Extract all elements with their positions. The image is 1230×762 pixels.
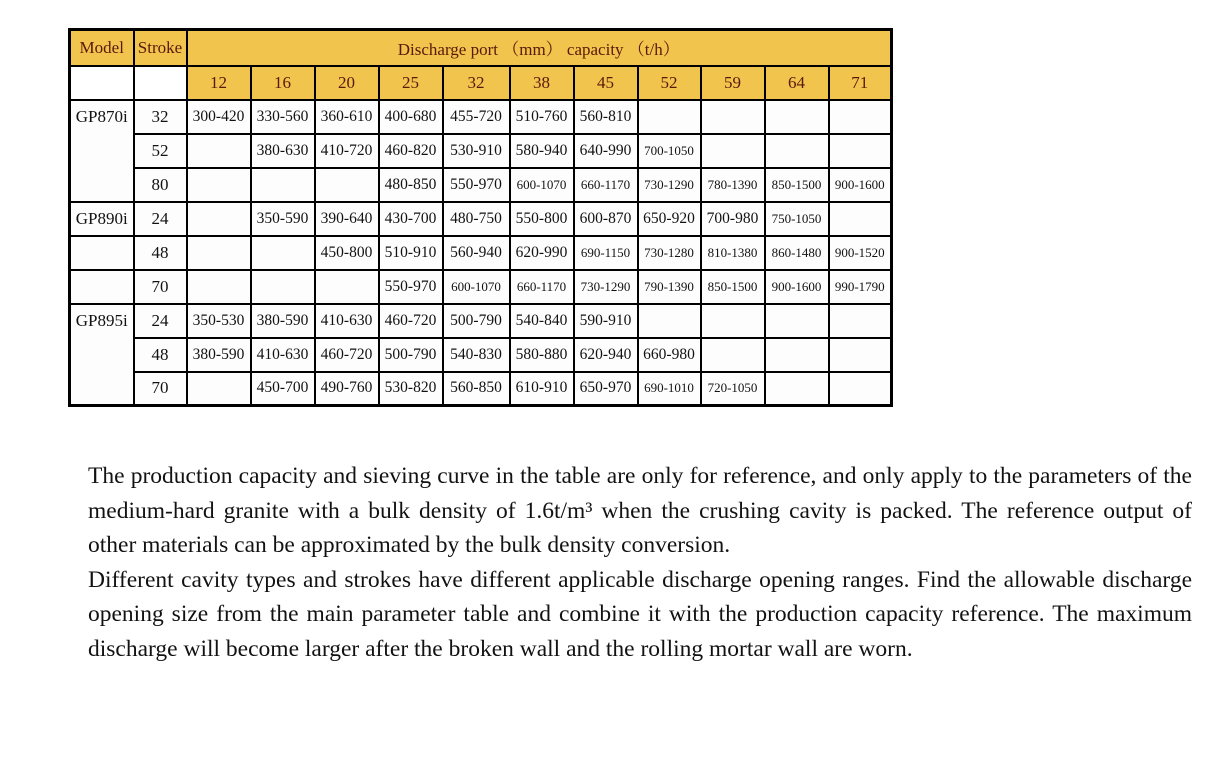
model-cell — [70, 236, 134, 270]
model-cell: GP890i — [70, 202, 134, 236]
capacity-cell: 380-630 — [251, 134, 315, 168]
capacity-cell — [765, 100, 829, 134]
capacity-cell: 500-790 — [443, 304, 510, 338]
table-row — [70, 134, 892, 168]
capacity-cell: 510-910 — [379, 236, 443, 270]
port-header-cell: 25 — [379, 66, 443, 100]
capacity-cell: 850-1500 — [765, 168, 829, 202]
capacity-cell: 480-750 — [443, 202, 510, 236]
capacity-cell: 560-810 — [574, 100, 638, 134]
table-row — [70, 372, 892, 406]
discharge-capacity-header: Discharge port （mm） capacity （t/h） — [187, 30, 892, 66]
stroke-cell: 80 — [134, 168, 187, 202]
capacity-cell: 900-1600 — [829, 168, 892, 202]
capacity-cell — [701, 100, 765, 134]
model-cell: GP870i — [70, 100, 134, 202]
capacity-cell — [829, 338, 892, 372]
stroke-cell: 52 — [134, 134, 187, 168]
capacity-cell: 660-1170 — [510, 270, 574, 304]
capacity-cell — [701, 134, 765, 168]
capacity-cell — [765, 134, 829, 168]
model-cell: GP895i — [70, 304, 134, 406]
capacity-cell: 750-1050 — [765, 202, 829, 236]
stroke-cell: 32 — [134, 100, 187, 134]
capacity-cell: 620-940 — [574, 338, 638, 372]
capacity-cell: 540-830 — [443, 338, 510, 372]
capacity-cell — [701, 304, 765, 338]
capacity-cell: 720-1050 — [701, 372, 765, 406]
capacity-cell: 580-940 — [510, 134, 574, 168]
blank-header-cell — [70, 66, 134, 100]
capacity-cell: 560-940 — [443, 236, 510, 270]
capacity-cell — [829, 134, 892, 168]
capacity-cell: 350-590 — [251, 202, 315, 236]
table-row — [70, 100, 892, 134]
note-paragraph-2: Different cavity types and strokes have different applicable discharge opening ranges. Find the allowable discharge opening size from the main parameter table and combine it with the production capacity reference. The maximum discharge will become larger after the broken wall and the rolling mortar wall are worn. — [88, 566, 1192, 662]
capacity-cell — [187, 134, 251, 168]
capacity-cell — [765, 304, 829, 338]
capacity-cell: 810-1380 — [701, 236, 765, 270]
stroke-cell: 24 — [134, 202, 187, 236]
capacity-cell — [251, 236, 315, 270]
capacity-cell — [187, 372, 251, 406]
stroke-cell: 48 — [134, 236, 187, 270]
capacity-cell: 900-1520 — [829, 236, 892, 270]
capacity-cell — [765, 372, 829, 406]
capacity-cell: 780-1390 — [701, 168, 765, 202]
model-cell — [70, 270, 134, 304]
capacity-cell: 530-910 — [443, 134, 510, 168]
capacity-cell: 610-910 — [510, 372, 574, 406]
capacity-cell — [701, 338, 765, 372]
port-header-cell: 20 — [315, 66, 379, 100]
capacity-cell: 460-720 — [315, 338, 379, 372]
port-header-cell: 59 — [701, 66, 765, 100]
capacity-cell — [765, 338, 829, 372]
capacity-cell: 620-990 — [510, 236, 574, 270]
capacity-cell: 360-610 — [315, 100, 379, 134]
capacity-cell: 450-700 — [251, 372, 315, 406]
capacity-cell: 410-630 — [251, 338, 315, 372]
capacity-cell: 550-800 — [510, 202, 574, 236]
table-row — [70, 202, 892, 236]
capacity-cell: 600-1070 — [443, 270, 510, 304]
port-header-cell: 45 — [574, 66, 638, 100]
capacity-cell: 690-1010 — [638, 372, 701, 406]
capacity-cell: 850-1500 — [701, 270, 765, 304]
capacity-cell — [187, 168, 251, 202]
capacity-cell: 540-840 — [510, 304, 574, 338]
table-row — [70, 338, 892, 372]
port-header-cell: 38 — [510, 66, 574, 100]
capacity-cell: 560-850 — [443, 372, 510, 406]
port-header-cell: 64 — [765, 66, 829, 100]
capacity-cell: 380-590 — [187, 338, 251, 372]
capacity-cell — [829, 202, 892, 236]
capacity-cell: 480-850 — [379, 168, 443, 202]
table-row — [70, 304, 892, 338]
capacity-table-body — [70, 100, 892, 406]
blank-header-cell — [134, 66, 187, 100]
capacity-cell: 730-1290 — [574, 270, 638, 304]
capacity-cell: 650-970 — [574, 372, 638, 406]
capacity-cell: 700-980 — [701, 202, 765, 236]
capacity-cell: 690-1150 — [574, 236, 638, 270]
table-row — [70, 270, 892, 304]
table-header-row-1 — [70, 30, 892, 66]
capacity-cell — [251, 270, 315, 304]
capacity-cell — [315, 168, 379, 202]
stroke-cell: 70 — [134, 270, 187, 304]
stroke-cell: 48 — [134, 338, 187, 372]
capacity-cell: 730-1290 — [638, 168, 701, 202]
capacity-cell: 860-1480 — [765, 236, 829, 270]
port-header-cell: 16 — [251, 66, 315, 100]
capacity-cell: 450-800 — [315, 236, 379, 270]
table-row — [70, 168, 892, 202]
capacity-cell: 300-420 — [187, 100, 251, 134]
capacity-cell — [829, 372, 892, 406]
capacity-cell — [638, 100, 701, 134]
capacity-cell: 460-820 — [379, 134, 443, 168]
capacity-cell: 790-1390 — [638, 270, 701, 304]
capacity-cell: 380-590 — [251, 304, 315, 338]
capacity-cell: 530-820 — [379, 372, 443, 406]
capacity-cell: 490-760 — [315, 372, 379, 406]
capacity-cell: 900-1600 — [765, 270, 829, 304]
note-paragraph-1: The production capacity and sieving curve in the table are only for reference, and only apply to the parameters of the medium-hard granite with a bulk density of 1.6t/m³ when the crushing cavity is packed. The reference output of other materials can be approximated by the bulk density conversion. — [88, 463, 1192, 558]
capacity-cell: 730-1280 — [638, 236, 701, 270]
capacity-cell: 640-990 — [574, 134, 638, 168]
capacity-cell: 660-1170 — [574, 168, 638, 202]
capacity-cell: 330-560 — [251, 100, 315, 134]
capacity-cell: 700-1050 — [638, 134, 701, 168]
capacity-cell: 410-720 — [315, 134, 379, 168]
capacity-cell: 550-970 — [379, 270, 443, 304]
port-header-cell: 71 — [829, 66, 892, 100]
capacity-cell: 990-1790 — [829, 270, 892, 304]
capacity-cell: 600-870 — [574, 202, 638, 236]
capacity-cell: 455-720 — [443, 100, 510, 134]
table-row — [70, 236, 892, 270]
capacity-cell: 600-1070 — [510, 168, 574, 202]
port-header-cell: 12 — [187, 66, 251, 100]
port-header-cell: 52 — [638, 66, 701, 100]
capacity-cell: 650-920 — [638, 202, 701, 236]
capacity-cell — [829, 304, 892, 338]
port-header-cell: 32 — [443, 66, 510, 100]
capacity-cell: 580-880 — [510, 338, 574, 372]
capacity-cell: 390-640 — [315, 202, 379, 236]
capacity-cell — [187, 270, 251, 304]
capacity-cell: 510-760 — [510, 100, 574, 134]
capacity-cell: 350-530 — [187, 304, 251, 338]
capacity-cell: 590-910 — [574, 304, 638, 338]
capacity-cell — [829, 100, 892, 134]
stroke-cell: 70 — [134, 372, 187, 406]
capacity-cell — [251, 168, 315, 202]
capacity-cell — [638, 304, 701, 338]
table-header-row-2 — [70, 66, 892, 100]
stroke-cell: 24 — [134, 304, 187, 338]
stroke-header: Stroke — [134, 30, 187, 66]
capacity-table — [68, 28, 893, 407]
capacity-cell — [187, 202, 251, 236]
model-header: Model — [70, 30, 134, 66]
capacity-cell: 660-980 — [638, 338, 701, 372]
capacity-cell: 430-700 — [379, 202, 443, 236]
capacity-cell — [315, 270, 379, 304]
capacity-cell: 410-630 — [315, 304, 379, 338]
capacity-cell — [187, 236, 251, 270]
capacity-cell: 550-970 — [443, 168, 510, 202]
capacity-cell: 400-680 — [379, 100, 443, 134]
capacity-cell: 460-720 — [379, 304, 443, 338]
notes-section — [88, 459, 1192, 666]
capacity-cell: 500-790 — [379, 338, 443, 372]
